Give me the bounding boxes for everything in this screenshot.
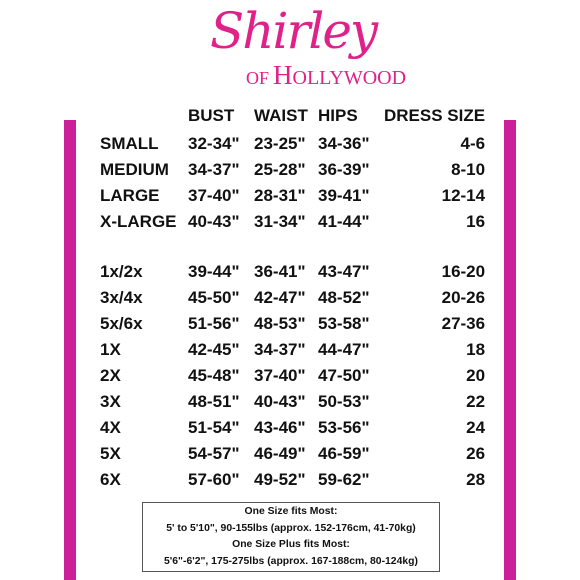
waist-value: 49-52": [254, 470, 306, 489]
bust-value: 51-54": [188, 418, 240, 437]
table-row: [100, 415, 485, 441]
waist-value: 40-43": [254, 392, 306, 411]
bust-value: 45-48": [188, 366, 240, 385]
dress-size-value: 22: [466, 392, 486, 411]
group-spacer: [100, 235, 485, 259]
bust-value: 40-43": [188, 212, 240, 231]
table-row: [100, 259, 485, 285]
size-name: SMALL: [100, 134, 159, 153]
header-bust: BUST: [188, 106, 235, 125]
waist-value: 46-49": [254, 444, 306, 463]
bust-value: 32-34": [188, 134, 240, 153]
right-accent-bar: [504, 120, 516, 580]
waist-value: 25-28": [254, 160, 306, 179]
waist-value: 23-25": [254, 134, 306, 153]
bust-value: 54-57": [188, 444, 240, 463]
brand-tagline: [246, 60, 406, 95]
table-row: [100, 337, 485, 363]
brand-tagline-initial: H: [273, 60, 293, 90]
dress-size-value: 4-6: [460, 134, 486, 153]
hips-value: 47-50": [318, 366, 370, 385]
brand-script-name: Shirley: [210, 2, 377, 60]
size-name: 4X: [100, 418, 121, 437]
waist-value: 48-53": [254, 314, 306, 333]
table-row: [100, 363, 485, 389]
brand-tagline-of: OF: [246, 68, 270, 88]
dress-size-value: 12-14: [441, 186, 486, 205]
table-row: [100, 389, 485, 415]
dress-size-value: 20: [466, 366, 486, 385]
dress-size-value: 18: [466, 340, 486, 359]
hips-value: 50-53": [318, 392, 370, 411]
hips-value: 48-52": [318, 288, 370, 307]
hips-value: 53-58": [318, 314, 370, 333]
size-name: 5X: [100, 444, 121, 463]
header-size: [100, 103, 188, 131]
bust-value: 39-44": [188, 262, 240, 281]
size-name: MEDIUM: [100, 160, 169, 179]
hips-value: 59-62": [318, 470, 370, 489]
bust-value: 48-51": [188, 392, 240, 411]
table-row: [100, 285, 485, 311]
table-row: [100, 311, 485, 337]
hips-value: 34-36": [318, 134, 370, 153]
size-name: 3x/4x: [100, 288, 143, 307]
left-accent-bar: [64, 120, 76, 580]
fit-note-box: [142, 502, 440, 572]
table-row: [100, 441, 485, 467]
size-name: 2X: [100, 366, 121, 385]
waist-value: 34-37": [254, 340, 306, 359]
dress-size-value: 24: [466, 418, 486, 437]
waist-value: 37-40": [254, 366, 306, 385]
table-row: [100, 131, 485, 157]
dress-size-value: 8-10: [451, 160, 486, 179]
header-dress-size: DRESS SIZE: [384, 106, 486, 125]
table-header-row: [100, 103, 485, 131]
dress-size-value: 16-20: [441, 262, 486, 281]
hips-value: 41-44": [318, 212, 370, 231]
hips-value: 46-59": [318, 444, 370, 463]
table-body: [100, 131, 485, 493]
waist-value: 43-46": [254, 418, 306, 437]
brand-tagline-rest: OLLYWOOD: [292, 67, 407, 89]
size-name: 5x/6x: [100, 314, 143, 333]
table-row: [100, 209, 485, 235]
hips-value: 36-39": [318, 160, 370, 179]
size-name: 1x/2x: [100, 262, 143, 281]
dress-size-value: 28: [466, 470, 486, 489]
dress-size-value: 20-26: [441, 288, 486, 307]
bust-value: 37-40": [188, 186, 240, 205]
bust-value: 51-56": [188, 314, 240, 333]
header-waist: WAIST: [254, 106, 308, 125]
bust-value: 42-45": [188, 340, 240, 359]
waist-value: 36-41": [254, 262, 306, 281]
size-name: X-LARGE: [100, 212, 177, 231]
bust-value: 34-37": [188, 160, 240, 179]
table-row: [100, 467, 485, 493]
waist-value: 28-31": [254, 186, 306, 205]
bust-value: 57-60": [188, 470, 240, 489]
hips-value: 39-41": [318, 186, 370, 205]
size-name: 6X: [100, 470, 121, 489]
size-name: LARGE: [100, 186, 160, 205]
table-row: [100, 157, 485, 183]
waist-value: 42-47": [254, 288, 306, 307]
hips-value: 53-56": [318, 418, 370, 437]
dress-size-value: 26: [466, 444, 486, 463]
size-name: 3X: [100, 392, 121, 411]
hips-value: 43-47": [318, 262, 370, 281]
waist-value: 31-34": [254, 212, 306, 231]
table-row: [100, 183, 485, 209]
one-size-title: One Size fits Most:: [244, 506, 338, 517]
dress-size-value: 27-36: [441, 314, 486, 333]
dress-size-value: 16: [466, 212, 486, 231]
header-hips: HIPS: [318, 106, 358, 125]
hips-value: 44-47": [318, 340, 370, 359]
size-name: 1X: [100, 340, 121, 359]
one-size-detail: 5' to 5'10", 90-155lbs (approx. 152-176cm, 41-70kg): [166, 522, 416, 534]
size-chart-table: [100, 103, 485, 493]
bust-value: 45-50": [188, 288, 240, 307]
plus-size-detail: 5'6"-6'2", 175-275lbs (approx. 167-188cm, 80-124kg): [164, 555, 418, 567]
plus-size-title: One Size Plus fits Most:: [232, 539, 350, 550]
brand-logo: [0, 0, 580, 100]
